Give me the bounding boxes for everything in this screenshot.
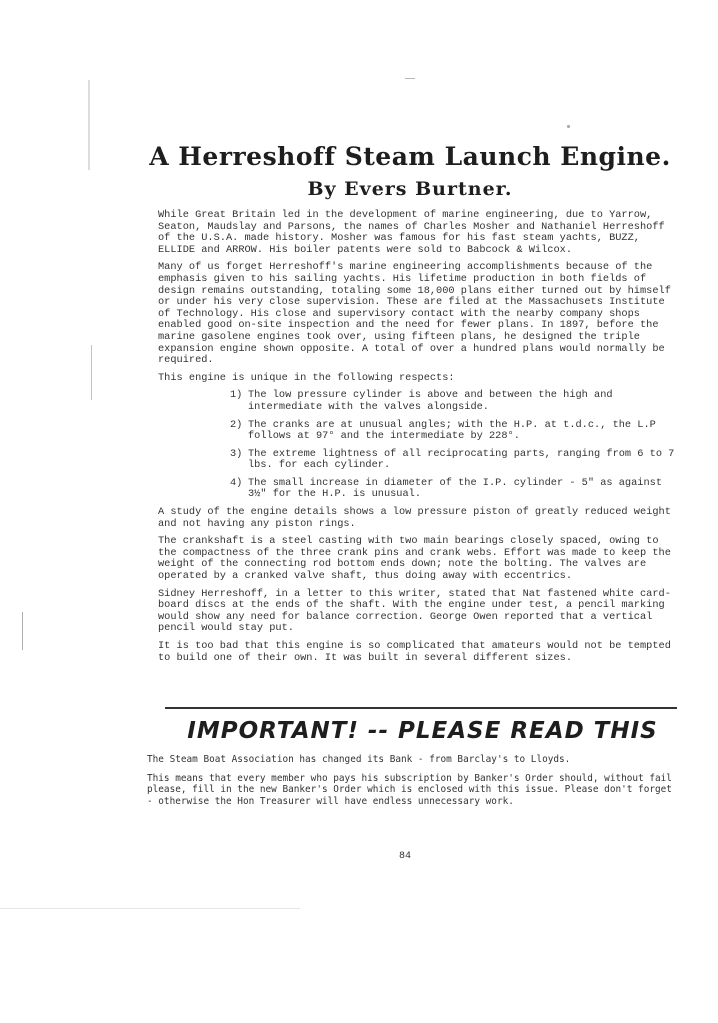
list-item	[230, 420, 683, 443]
list-item-number: 2)	[230, 418, 243, 431]
list-item-text: The low pressure cylinder is above and between the high and intermediate with the valves alongside.	[248, 389, 613, 413]
paragraph: A study of the engine details shows a low pressure piston of greatly reduced weight and not having any piston rings.	[158, 506, 671, 530]
notice-body	[147, 754, 682, 814]
respects-list	[158, 390, 683, 501]
article-byline: By Evers Burtner.	[307, 178, 513, 200]
article-body	[158, 210, 683, 670]
list-item-text: The small increase in diameter of the I.P. cylinder - 5" as against 3½" for the H.P. is unusual.	[248, 476, 663, 501]
scan-mark	[88, 80, 90, 170]
notice-line: This means that every member who pays his subscription by Banker's Order should, without fail please, fill in the new Banker's Order which is enclosed with this issue. Please don't forget - otherwise the Hon Treasurer will have endless unnecessary work.	[147, 772, 672, 807]
list-item-text: The cranks are at unusual angles; with the H.P. at t.d.c., the L.P follows at 97° and the intermediate by 228°.	[248, 418, 656, 443]
section-divider	[165, 707, 677, 709]
scan-mark	[405, 78, 415, 79]
notice-line: The Steam Boat Association has changed its Bank - from Barclay's to Lloyds.	[147, 754, 571, 765]
list-item	[230, 390, 683, 413]
paragraph: While Great Britain led in the development of marine engineering, due to Yarrow, Seaton, Maudslay and Parsons, the names of Charles Mosher and Nathaniel Herreshoff of the U.S.A. made history. Mosher was famous for his fast steam yachts, BUZZ, ELLIDE and ARROW. His boiler patents were sold to Babcock & Wilcox.	[158, 209, 665, 256]
paragraph: The crankshaft is a steel casting with two main bearings closely spaced, owing to the compactness of the three crank pins and crank webs. Effort was made to keep the weight of the connecting rod bottom ends down; note the bolting. The valves are operated by a cranked valve shaft, thus doing away with eccentrics.	[158, 535, 671, 583]
list-item-number: 4)	[230, 476, 243, 489]
paragraph: This engine is unique in the following respects:	[158, 371, 455, 384]
list-item-text: The extreme lightness of all reciprocating parts, ranging from 6 to 7 lbs. for each cylinder.	[248, 447, 675, 472]
list-item	[230, 449, 683, 472]
paragraph: Sidney Herreshoff, in a letter to this writer, stated that Nat fastened white card-board discs at the ends of the shaft. With the engine under test, a pencil marking would show any need for balance correction. George Owen reported that a vertical pencil would stay put.	[158, 587, 671, 635]
page-number: 84	[398, 851, 411, 862]
list-item-number: 3)	[230, 447, 243, 460]
scan-mark	[567, 125, 570, 128]
list-item-number: 1)	[230, 389, 243, 402]
list-item	[230, 478, 683, 501]
scan-mark	[0, 908, 300, 909]
scan-mark	[22, 612, 23, 650]
paragraph: Many of us forget Herreshoff's marine engineering accomplishments because of the emphasis given to his sailing yachts. His lifetime production in both fields of design remains outstanding, totaling some 18,000 plans either turned out by himself or under his very close supervision. These are filed at the Massachusets Institute of Technology. His close and supervisory contact with the nearby company shops enabled good on-site inspection and the need for fewer plans. In 1897, before the marine gasolene engines took over, using fifteen plans, he designed the triple expansion engine shown opposite. A total of over a hundred plans would normally be required.	[158, 261, 671, 367]
article-title: A Herreshoff Steam Launch Engine.	[149, 142, 671, 171]
notice-heading: IMPORTANT! -- PLEASE READ THIS	[187, 718, 658, 744]
paragraph: It is too bad that this engine is so complicated that amateurs would not be tempted to build one of their own. It was built in several different sizes.	[158, 640, 671, 664]
scan-mark	[91, 345, 92, 400]
